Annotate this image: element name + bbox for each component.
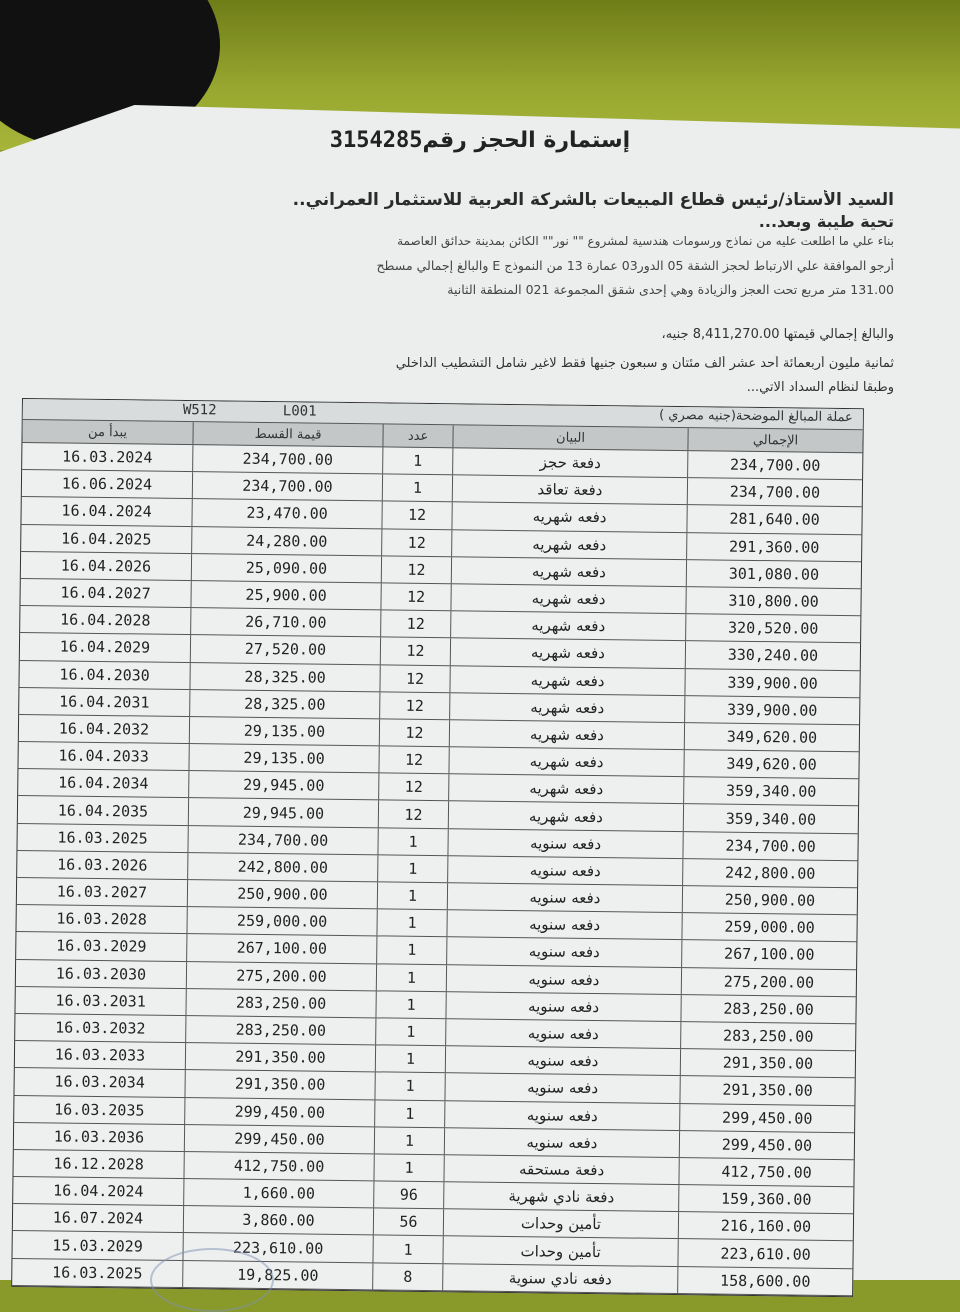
cell-total: 234,700.00 xyxy=(687,451,862,479)
payment-system-line: وطبقا لنظام السداد الاتي... xyxy=(746,380,894,395)
cell-count: 12 xyxy=(380,611,450,638)
cell-description: دفعه شهريه xyxy=(449,720,684,749)
cell-description: دفعه سنويه xyxy=(444,1101,679,1130)
cell-description: دفعه نادي سنوية xyxy=(442,1264,677,1293)
letter-body-line: أرجو الموافقة علي الارتباط لحجز الشقة 05 الدور03 عمارة 13 من النموذج E والبالغ إجمالي مسطح xyxy=(376,258,894,273)
cell-installment: 1,660.00 xyxy=(183,1179,373,1208)
cell-total: 310,800.00 xyxy=(685,587,860,615)
cell-installment: 19,825.00 xyxy=(182,1261,372,1290)
cell-total: 320,520.00 xyxy=(685,614,860,642)
cell-description: دفعه شهريه xyxy=(451,557,686,586)
header-count: عدد xyxy=(382,424,452,447)
form-title-label: إستمارة الحجز رقم xyxy=(422,128,631,153)
cell-total: 301,080.00 xyxy=(686,560,861,588)
cell-count: 12 xyxy=(378,774,448,801)
cell-description: دفعه سنويه xyxy=(447,829,682,858)
cell-total: 291,350.00 xyxy=(680,1049,855,1077)
cell-description: دفعه سنويه xyxy=(444,1128,679,1157)
cell-from: 16.04.2035 xyxy=(57,801,149,821)
cell-total: 339,900.00 xyxy=(684,669,859,697)
cell-description: دفعه سنويه xyxy=(447,883,682,912)
cell-installment: 412,750.00 xyxy=(183,1152,373,1181)
cell-description: تأمين وحدات xyxy=(443,1209,678,1238)
cell-count: 1 xyxy=(375,1045,445,1072)
cell-installment: 275,200.00 xyxy=(186,962,376,991)
cell-description: دفعه شهريه xyxy=(450,611,685,640)
cell-count: 8 xyxy=(372,1263,442,1290)
cell-total: 339,900.00 xyxy=(684,696,859,724)
cell-description: دفعه سنويه xyxy=(445,992,680,1021)
cell-total: 275,200.00 xyxy=(681,968,856,996)
cell-from: 16.03.2025 xyxy=(52,1263,143,1283)
cell-installment: 291,350.00 xyxy=(184,1070,374,1099)
cell-total: 330,240.00 xyxy=(685,641,860,669)
cell-installment: 28,325.00 xyxy=(189,690,379,719)
cell-description: دفعه شهريه xyxy=(448,802,683,831)
cell-description: دفعه سنويه xyxy=(447,856,682,885)
cell-installment: 25,900.00 xyxy=(190,581,380,610)
cell-description: دفعة مستحقه xyxy=(443,1155,678,1184)
cell-from: 16.03.2029 xyxy=(56,936,147,957)
cell-description: دفعة نادي شهرية xyxy=(443,1182,678,1211)
cell-from: 16.03.2035 xyxy=(54,1100,145,1120)
cell-description: دفعه شهريه xyxy=(448,747,683,776)
cell-from: 16.07.2024 xyxy=(52,1208,144,1228)
table-body xyxy=(12,443,862,1296)
cell-from: 16.03.2024 xyxy=(62,447,153,467)
cell-from: 16.03.2030 xyxy=(55,964,147,984)
cell-description: دفعه شهريه xyxy=(450,584,685,613)
cell-installment: 291,350.00 xyxy=(185,1043,375,1072)
cell-from: 16.04.2028 xyxy=(60,610,151,630)
cell-description: دفعه شهريه xyxy=(449,693,684,722)
cell-from: 16.03.2033 xyxy=(54,1045,146,1065)
cell-from: 16.04.2027 xyxy=(60,583,151,603)
cell-from: 16.04.2034 xyxy=(58,773,149,793)
cell-installment: 29,945.00 xyxy=(188,798,378,827)
stamp-mark xyxy=(150,1248,274,1312)
cell-from: 16.03.2025 xyxy=(57,828,148,848)
cell-total: 223,610.00 xyxy=(677,1240,852,1268)
letter-salutation: السيد الأستاذ/رئيس قطاع المبيعات بالشركة العربية للاستثمار العمراني.. xyxy=(292,190,894,210)
cell-description: دفعه سنويه xyxy=(446,938,681,967)
cell-installment: 25,090.00 xyxy=(191,554,381,583)
cell-description: دفعه سنويه xyxy=(444,1074,679,1103)
cell-from: 16.03.2036 xyxy=(53,1127,145,1147)
cell-count: 1 xyxy=(375,1018,445,1045)
cell-description: دفعه سنويه xyxy=(446,965,681,994)
cell-total: 242,800.00 xyxy=(682,859,857,887)
cell-installment: 27,520.00 xyxy=(190,635,380,664)
cell-from: 16.04.2024 xyxy=(53,1181,144,1201)
cell-from: 16.03.2031 xyxy=(55,991,146,1011)
table-code: W512 xyxy=(182,401,217,419)
cell-count: 1 xyxy=(372,1236,442,1263)
header-installment: قيمة القسط xyxy=(192,422,382,446)
cell-description: دفعه شهريه xyxy=(448,774,683,803)
cell-total: 283,250.00 xyxy=(680,995,855,1023)
letter-greeting: تحية طيبة وبعد... xyxy=(758,212,894,231)
cell-installment: 242,800.00 xyxy=(187,853,377,882)
cell-from: 16.04.2024 xyxy=(61,501,152,522)
cell-from: 16.06.2024 xyxy=(61,474,153,494)
cell-description: دفعه سنويه xyxy=(445,1046,680,1075)
total-price-line: والبالغ إجمالي قيمتها 8,411,270.00 جنيه، xyxy=(661,327,894,342)
letter-body-line: بناء علي ما اطلعت عليه من نماذج ورسومات هندسية لمشروع "" نور"" الكائن بمدينة حدائق العاصمة xyxy=(397,234,894,248)
cell-count: 1 xyxy=(382,475,452,502)
cell-installment: 234,700.00 xyxy=(192,445,382,474)
cell-total: 250,900.00 xyxy=(682,886,857,914)
cell-from: 16.04.2031 xyxy=(59,692,150,712)
cell-total: 234,700.00 xyxy=(682,832,857,860)
cell-total: 283,250.00 xyxy=(680,1022,855,1050)
cell-installment: 299,450.00 xyxy=(184,1125,374,1154)
cell-total: 359,340.00 xyxy=(683,777,858,805)
header-description: البيان xyxy=(452,425,687,450)
total-price-words: ثمانية مليون أربعمائة أحد عشر ألف مئتان و سبعون جنيها فقط لاغير شامل التشطيب الداخلي xyxy=(395,356,894,371)
cell-total: 159,360.00 xyxy=(678,1185,853,1213)
cell-from: 15.03.2029 xyxy=(52,1235,143,1256)
currency-note: عملة المبالغ الموضحة(جنيه مصري ) xyxy=(659,407,853,426)
header-from: يبدأ من xyxy=(88,424,128,440)
form-number: 3154285 xyxy=(329,128,423,153)
cell-installment: 283,250.00 xyxy=(185,989,375,1018)
cell-from: 16.03.2028 xyxy=(56,909,147,929)
cell-count: 1 xyxy=(376,910,446,937)
cell-total: 158,600.00 xyxy=(677,1267,852,1295)
cell-count: 1 xyxy=(377,855,447,882)
cell-installment: 234,700.00 xyxy=(187,826,377,855)
cell-installment: 3,860.00 xyxy=(183,1206,373,1235)
cell-installment: 29,135.00 xyxy=(188,744,378,773)
cell-count: 1 xyxy=(377,882,447,909)
cell-count: 1 xyxy=(376,937,446,964)
cell-installment: 29,135.00 xyxy=(189,717,379,746)
cell-count: 12 xyxy=(379,692,449,719)
cell-from: 16.03.2034 xyxy=(54,1072,145,1092)
cell-description: دفعة حجز xyxy=(452,448,687,477)
cell-from: 16.04.2033 xyxy=(58,746,149,766)
cell-from: 16.04.2026 xyxy=(60,556,152,576)
cell-count: 96 xyxy=(373,1181,443,1208)
cell-count: 12 xyxy=(381,529,451,556)
cell-description: تأمين وحدات xyxy=(442,1237,677,1266)
cell-count: 12 xyxy=(379,719,449,746)
cell-from: 16.04.2029 xyxy=(59,637,151,657)
cell-count: 1 xyxy=(374,1100,444,1127)
cell-count: 1 xyxy=(382,447,452,474)
cell-installment: 26,710.00 xyxy=(190,608,380,637)
cell-description: دفعه شهريه xyxy=(451,503,686,532)
payment-schedule-table xyxy=(11,398,864,1297)
table-code: L001 xyxy=(282,403,317,420)
cell-count: 12 xyxy=(378,746,448,773)
cell-total: 299,450.00 xyxy=(679,1131,854,1159)
cell-total: 349,620.00 xyxy=(683,750,858,778)
cell-count: 1 xyxy=(373,1154,443,1181)
cell-description: دفعه سنويه xyxy=(445,1019,680,1048)
cell-installment: 24,280.00 xyxy=(191,527,381,556)
cell-from: 16.04.2032 xyxy=(58,719,150,739)
form-title xyxy=(0,128,960,153)
cell-count: 1 xyxy=(377,828,447,855)
cell-total: 259,000.00 xyxy=(681,913,856,941)
cell-from: 16.04.2030 xyxy=(59,665,150,685)
cell-description: دفعه شهريه xyxy=(451,530,686,559)
cell-installment: 267,100.00 xyxy=(186,934,376,963)
cell-count: 12 xyxy=(378,801,448,828)
cell-total: 234,700.00 xyxy=(687,478,862,506)
header-total: الإجمالي xyxy=(687,428,862,452)
cell-description: دفعة تعاقد xyxy=(452,475,687,504)
cell-installment: 283,250.00 xyxy=(185,1016,375,1045)
cell-installment: 259,000.00 xyxy=(186,907,376,936)
cell-count: 12 xyxy=(381,556,451,583)
cell-from: 16.03.2026 xyxy=(57,855,148,875)
cell-description: دفعه سنويه xyxy=(446,910,681,939)
cell-installment: 223,610.00 xyxy=(182,1233,372,1262)
cell-total: 349,620.00 xyxy=(684,723,859,751)
cell-count: 12 xyxy=(380,638,450,665)
cell-installment: 29,945.00 xyxy=(188,771,378,800)
cell-from: 16.04.2025 xyxy=(61,529,152,549)
cell-total: 267,100.00 xyxy=(681,940,856,968)
cell-from: 16.03.2032 xyxy=(55,1018,146,1038)
cell-description: دفعه شهريه xyxy=(449,666,684,695)
cell-total: 291,350.00 xyxy=(679,1076,854,1104)
cell-installment: 23,470.00 xyxy=(191,499,381,528)
cell-installment: 299,450.00 xyxy=(184,1098,374,1127)
cell-description: دفعه شهريه xyxy=(450,639,685,668)
cell-installment: 250,900.00 xyxy=(187,880,377,909)
cell-count: 1 xyxy=(376,964,446,991)
cell-count: 12 xyxy=(381,502,451,529)
cell-count: 1 xyxy=(374,1127,444,1154)
cell-count: 1 xyxy=(374,1073,444,1100)
cell-from: 16.03.2027 xyxy=(56,882,148,902)
cell-count: 12 xyxy=(380,583,450,610)
cell-count: 12 xyxy=(379,665,449,692)
cell-count: 56 xyxy=(373,1209,443,1236)
cell-total: 299,450.00 xyxy=(679,1104,854,1132)
cell-total: 216,160.00 xyxy=(678,1212,853,1240)
letter-body-line: 131.00 متر مربع تحت العجز والزيادة وهي إحدى شقق المجموعة 021 المنطقة الثانية xyxy=(447,282,894,297)
cell-total: 291,360.00 xyxy=(686,533,861,561)
cell-installment: 234,700.00 xyxy=(192,472,382,501)
cell-from: 16.12.2028 xyxy=(53,1154,144,1174)
cell-installment: 28,325.00 xyxy=(189,663,379,692)
cell-total: 281,640.00 xyxy=(686,506,861,534)
cell-total: 412,750.00 xyxy=(678,1158,853,1186)
cell-total: 359,340.00 xyxy=(683,805,858,833)
cell-count: 1 xyxy=(375,991,445,1018)
